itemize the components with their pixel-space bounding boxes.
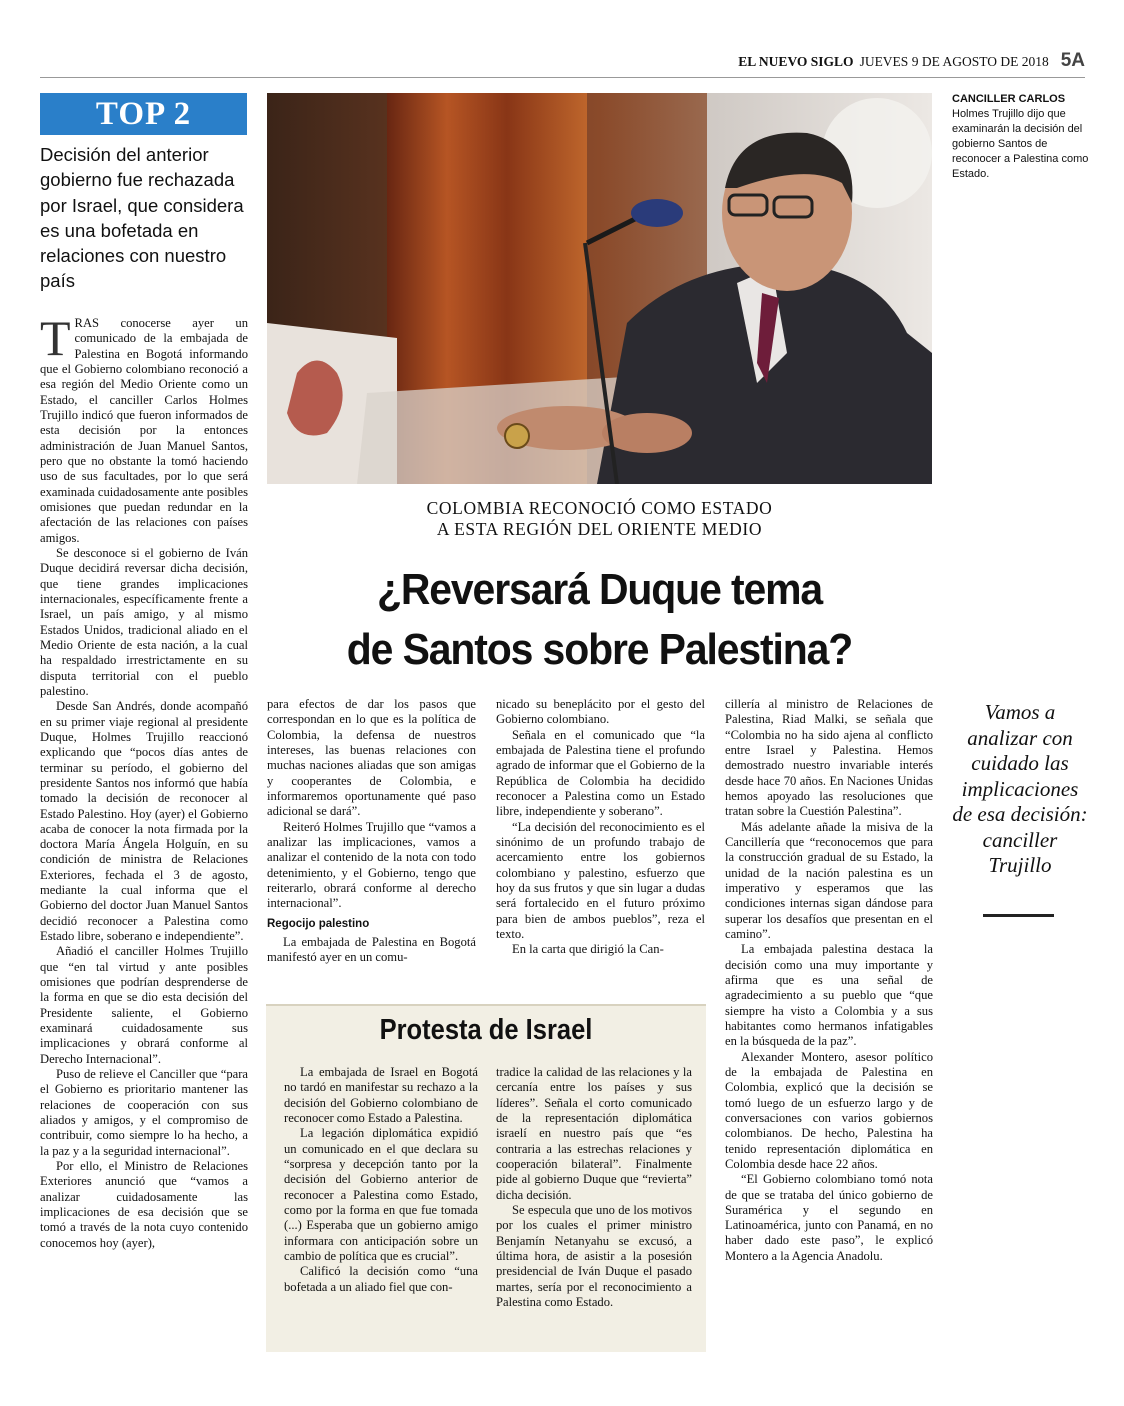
paragraph: La embajada de Israel en Bogotá no tardó en manifestar su rechazo a la decisión del Gobierno colombiano de reconocer como Estado a Palestina. <box>284 1065 478 1125</box>
paragraph: La embajada de Palestina en Bogotá manifestó ayer en un comu- <box>267 934 476 965</box>
caption-name: CANCILLER CARLOS <box>952 93 1066 105</box>
photo-caption <box>952 92 1092 182</box>
paragraph: “La decisión del reconocimiento es el sinónimo de un profundo trabajo de acercamiento entre los gobiernos colombiano y palestino, esfuerzo que hoy da sus frutos y que sin lugar a dudas será fortalecido en el futuro próximo para bien de ambos pueblos”, reza el texto. <box>496 819 705 941</box>
pull-quote: Vamos a analizar con cuidado las implicaciones de esa decisión: canciller Trujillo <box>952 700 1088 877</box>
page-number: 5A <box>1060 50 1085 71</box>
headline-line: de Santos sobre Palestina? <box>346 625 853 674</box>
paragraph: “El Gobierno colombiano tomó nota de que se trataba del único gobierno de Suramérica y el segundo en Latinoamérica, junto con Panamá, en no haber dado este paso”, le explicó Montero a la Agencia Anadolu. <box>725 1172 933 1263</box>
paragraph: Señala en el comunicado que “la embajada de Palestina tiene el profundo agrado de informar que el Gobierno de la República de Colombia ha decidido reconocer a Palestina como un Estado libre, independiente y soberano”. <box>496 727 705 819</box>
paragraph: TRAS conocerse ayer un comunicado de la embajada de Palestina en Bogotá informando que el Gobierno colombiano reconoció a esa región del Medio Oriente como un Estado, el canciller Carlos Holmes Trujillo indicó que fueron informados de esta decisión por la entonces administración de Juan Manuel Santos, pero que no obstante la tomó haciendo uso de sus facultades, por lo que será examinada cuidadosamente ante posibles omisiones que puedan redundar en la afectación de las relaciones con países amigos. <box>40 316 248 545</box>
box-column-2 <box>496 1065 692 1343</box>
paragraph: Reiteró Holmes Trujillo que “vamos a analizar las implicaciones, vamos a analizar el contenido de la nota con todo detenimiento, y el Gobierno, tengo que reiterarlo, obrará conforme al derecho internacional”. <box>267 819 476 911</box>
article-column-4 <box>725 697 933 1351</box>
kicker-line: COLOMBIA RECONOCIÓ COMO ESTADO <box>426 498 773 518</box>
section-label: TOP 2 <box>40 93 247 135</box>
paragraph: La legación diplomática expidió un comunicado en el que declara su “sorpresa y decepción tanto por la decisión del Gobierno anterior de reconocer a Palestina como Estado, como por la forma en que fue tomada (...) Esperaba que un gobierno amigo informara con anticipación sobre un cambio de política que es crucial”. <box>284 1126 478 1263</box>
article-column-3 <box>496 697 705 982</box>
headline-line: ¿Reversará Duque tema <box>376 565 823 614</box>
deck-subtitle: Decisión del anterior gobierno fue rechazada por Israel, que considera es una bofetada en relaciones con nuestro país <box>40 144 244 292</box>
paragraph: La embajada palestina destaca la decisión como una muy importante y afirma que es una señal de agradecimiento a su pueblo que “que siempre ha visto a Colombia y a sus habitantes como hermanos infatigables en la búsqueda de la paz”. <box>725 942 933 1049</box>
kicker <box>267 498 932 540</box>
paragraph: Desde San Andrés, donde acompañó en su primer viaje regional al presidente Duque, Holmes Trujillo reaccionó explicando que “pocos días antes de terminar su período, el gobierno del presidente Santos nos informó que había tomado la decisión de reconocer al Estado Palestino. Hoy (ayer) el Gobierno acaba de conocer la nota firmada por la doctora María Ángela Holguín, en su condición de ministra de Relaciones Exteriores, fechada el 3 de agosto, mediante la cual informa que el Gobierno del doctor Juan Manuel Santos decidió reconocer a Palestina como Estado libre, soberano e independiente”. <box>40 699 248 944</box>
paragraph: nicado su beneplácito por el gesto del Gobierno colombiano. <box>496 697 705 727</box>
drop-cap: T <box>40 316 71 366</box>
pull-quote-rule <box>983 914 1054 917</box>
paragraph: Más adelante añade la misiva de la Cancillería que “reconocemos que para la construcción gradual de su Estado, la unidad de la nación palestina es un imperativo y esperamos que las condiciones internas sigan dándose para superar los desafíos que presentan en el camino”. <box>725 819 933 941</box>
box-title: Protesta de Israel <box>379 1014 593 1046</box>
kicker-line: A ESTA REGIÓN DEL ORIENTE MEDIO <box>436 519 763 539</box>
paragraph: En la carta que dirigió la Can- <box>512 942 664 957</box>
masthead <box>738 50 1085 72</box>
article-column-2 <box>267 697 476 982</box>
subheading: Regocijo palestino <box>267 917 370 930</box>
paragraph: cillería al ministro de Relaciones de Palestina, Riad Malki, se señala que “Colombia no ha sido ajena al conflicto entre Israel y Palestina. Hemos demostrado nuestro invariable interés desde hace 70 años. En Naciones Unidas hemos apoyado las resoluciones que tratan sobre la Cuestión Palestina”. <box>725 697 933 819</box>
box-column-1 <box>284 1065 478 1343</box>
paragraph: Añadió el canciller Holmes Trujillo que “en tal virtud y ante posibles omisiones que podrían desprenderse de la forma en que se dio esta decisión del Presidente saliente, el Gobierno examinará cuidadosamente sus implicaciones y obrará conforme al Derecho Internacional”. <box>40 944 248 1066</box>
paragraph: tradice la calidad de las relaciones y la cercanía entre los países y sus líderes”. Señala el corto comunicado de la representación diplomática israelí en nuestro país que “es contraria a las estrechas relaciones y cooperación bilateral”. Finalmente pide al gobierno Duque que “revierta” dicha decisión. <box>496 1065 692 1202</box>
paragraph: Se especula que uno de los motivos por los cuales el primer ministro Benjamín Netanyahu se excusó, a última hora, de asistir a la posesión presidencial de Iván Duque el pasado martes, sería por el reconocimiento a Palestina como Estado. <box>496 1202 692 1309</box>
article-photo <box>267 93 932 484</box>
paragraph: Calificó la decisión como “una bofetada a un aliado fiel que con- <box>284 1264 478 1294</box>
header-rule <box>40 77 1085 78</box>
paragraph: para efectos de dar los pasos que correspondan en lo que es la política de Colombia, la defensa de nuestros intereses, las buenas relaciones con muchas naciones aliadas que son amigas y cooperantes de Colombia, e informaremos oportunamente qué paso adicional se dará”. <box>267 697 476 819</box>
photo-illustration <box>267 93 932 484</box>
paragraph: Se desconoce si el gobierno de Iván Duque decidirá reversar dicha decisión, que tiene grandes implicaciones internacionales, específicamente frente a Israel, un país amigo, y al mismo Estados Unidos, tradicional aliado en el Medio Oriente de esta nación, a la cual ha respaldado irrestrictamente en su disputa territorial con el pueblo palestino. <box>40 545 248 698</box>
paragraph: Alexander Montero, asesor político de la embajada de Palestina en Colombia, explicó que la decisión se tomó luego de un esfuerzo largo y de conversaciones con varios gobiernos colombianos. De hecho, Palestina ha tenido representación diplomática en Colombia desde hace 22 años. <box>725 1049 933 1171</box>
headline <box>290 560 908 680</box>
paragraph: Puso de relieve el Canciller que “para el Gobierno es prioritario mantener las relaciones de cooperación con sus aliados y amigos, y el compromiso de contribuir, como siempre lo ha hecho, a la paz y a la seguridad internacional”. <box>40 1067 248 1158</box>
issue-date: JUEVES 9 DE AGOSTO DE 2018 <box>859 54 1049 69</box>
caption-text: Holmes Trujillo dijo que examinarán la decisión del gobierno Santos de reconocer a Palestina como Estado. <box>952 108 1089 180</box>
article-column-1 <box>40 316 248 1360</box>
newspaper-name: EL NUEVO SIGLO <box>738 54 854 69</box>
paragraph: Por ello, el Ministro de Relaciones Exteriores anunció que “vamos a analizar cuidadosamente las implicaciones de esa decisión que se tomó a través de la nota cuyo contenido conocemos hoy (ayer), <box>40 1159 248 1250</box>
